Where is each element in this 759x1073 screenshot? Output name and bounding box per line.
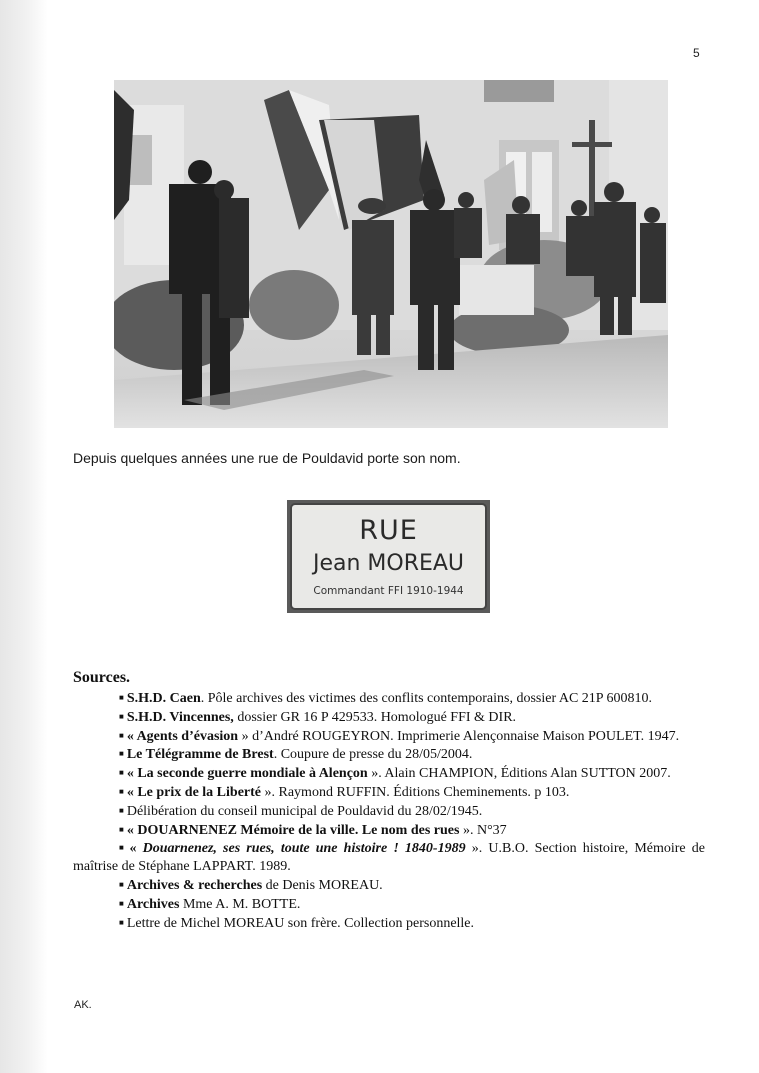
bullet-icon: ■ — [119, 786, 124, 796]
photo-caption: Depuis quelques années une rue de Pouldavid porte son nom. — [73, 450, 461, 466]
source-text: Mme A. M. BOTTE. — [179, 896, 301, 912]
source-title: « La seconde guerre mondiale à Alençon — [126, 766, 368, 782]
page-number: 5 — [693, 46, 700, 60]
source-item — [73, 708, 705, 727]
bullet-icon: ■ — [119, 843, 127, 853]
source-text: de Denis MOREAU. — [262, 877, 383, 893]
source-text: . Coupure de presse du 28/05/2004. — [273, 747, 473, 763]
street-sign-plate — [290, 503, 487, 610]
source-title: « Le prix de la Liberté — [126, 784, 261, 800]
sources-heading: Sources. — [73, 669, 131, 686]
source-item — [73, 839, 705, 876]
source-title: Archives & recherches — [126, 877, 263, 893]
source-text: ». N°37 — [459, 822, 507, 838]
source-text: ». Raymond RUFFIN. Éditions Cheminements. p 103. — [261, 784, 570, 800]
bullet-icon: ■ — [119, 805, 124, 815]
source-item — [73, 876, 705, 895]
source-item — [73, 783, 705, 802]
bullet-icon: ■ — [119, 898, 124, 908]
source-item — [73, 802, 705, 821]
source-text: . Pôle archives des victimes des conflits contemporains, dossier AC 21P 600810. — [200, 691, 653, 706]
author-initials: AK. — [74, 999, 92, 1011]
sources-list — [73, 689, 705, 932]
source-item — [73, 689, 705, 708]
street-sign-line3: Commandant FFI 1910-1944 — [313, 585, 464, 597]
source-text: » d’André ROUGEYRON. Imprimerie Alençonnaise Maison POULET. 1947. — [238, 728, 680, 744]
source-text: Lettre de Michel MOREAU son frère. Collection personnelle. — [126, 915, 475, 931]
source-text: Délibération du conseil municipal de Pouldavid du 28/02/1945. — [126, 803, 483, 819]
source-text: ». Alain CHAMPION, Éditions Alan SUTTON 2007. — [367, 766, 671, 782]
source-item — [73, 764, 705, 783]
source-title: Archives — [126, 896, 180, 912]
photograph-icon — [114, 80, 668, 428]
bullet-icon: ■ — [119, 693, 124, 702]
source-text: dossier GR 16 P 429533. Homologué FFI & DIR. — [233, 709, 517, 725]
source-title: S.H.D. Vincennes, — [126, 709, 234, 725]
source-title: Le Télégramme de Brest — [126, 747, 274, 763]
source-item — [73, 821, 705, 840]
bullet-icon: ■ — [119, 917, 124, 927]
source-title: « DOUARNENEZ Mémoire de la ville. Le nom des rues — [126, 822, 460, 838]
street-sign-line1: RUE — [359, 515, 418, 546]
bullet-icon: ■ — [119, 824, 124, 834]
source-item — [73, 914, 705, 933]
source-title: S.H.D. Caen — [126, 691, 201, 706]
bullet-icon: ■ — [119, 879, 124, 889]
source-item — [73, 745, 705, 764]
source-title: « Agents d’évasion — [126, 728, 239, 744]
bullet-icon: ■ — [119, 749, 124, 759]
street-sign-line2: Jean MOREAU — [312, 551, 465, 576]
bullet-icon: ■ — [119, 711, 124, 721]
page-edge-shadow — [0, 0, 48, 1073]
source-italic-title: Douarnenez, ses rues, toute une histoire ! 1840-1989 — [142, 841, 466, 857]
street-sign — [287, 500, 490, 613]
source-text: ». U.B.O. Section histoire, Mémoire de maîtrise de Stéphane LAPPART. 1989. — [73, 841, 705, 875]
historical-photograph — [114, 80, 668, 428]
source-title: « — [129, 841, 143, 857]
source-item — [73, 895, 705, 914]
source-item — [73, 727, 705, 746]
bullet-icon: ■ — [119, 730, 124, 740]
bullet-icon: ■ — [119, 768, 124, 778]
